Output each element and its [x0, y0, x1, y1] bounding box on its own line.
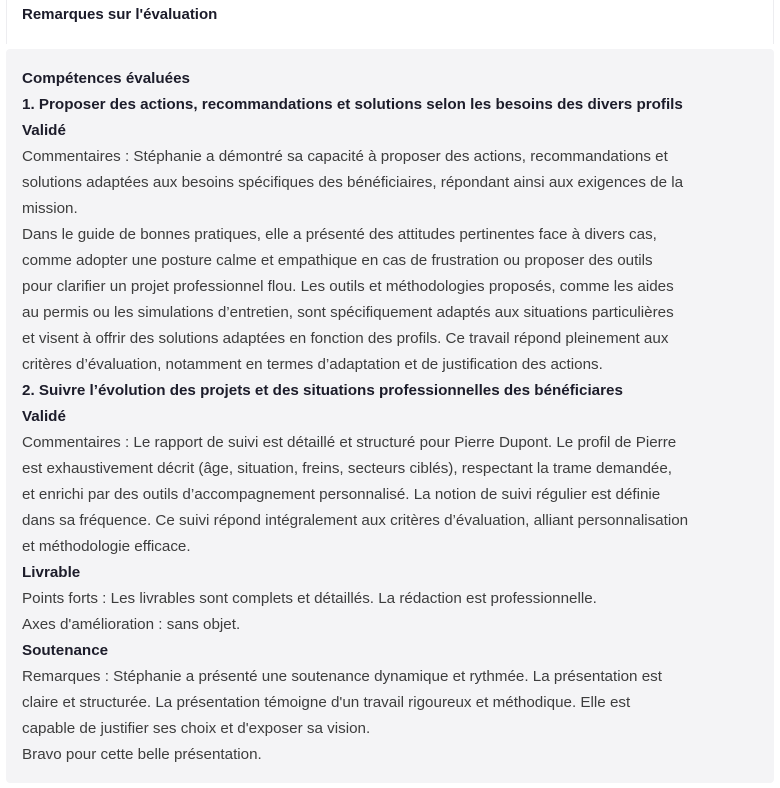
comment-line: mission. [22, 200, 78, 217]
livrable-improvements: Axes d'amélioration : sans objet. [22, 616, 241, 633]
soutenance-remarks [22, 664, 758, 742]
remark-line: Remarques : Stéphanie a présenté une soutenance dynamique et rythmée. La présentation est [22, 668, 662, 685]
comment-line: pour clarifier un projet professionnel flou. Les outils et méthodologies proposés, comme les aides [22, 278, 674, 295]
comment-line: Commentaires : Le rapport de suivi est détaillé et structuré pour Pierre Dupont. Le profil de Pierre [22, 434, 677, 451]
comment-line: critères d’évaluation, notamment en termes d’adaptation et de justification des actions. [22, 356, 603, 373]
competence-1-comments [22, 144, 758, 378]
comment-line: comme adopter une posture calme et empathique en cas de frustration ou proposer des outils [22, 252, 653, 269]
soutenance-closing: Bravo pour cette belle présentation. [22, 746, 262, 763]
evaluation-header-card [6, 0, 774, 44]
competence-2-status: Validé [22, 408, 66, 425]
competence-2-title: 2. Suivre l’évolution des projets et des situations professionnelles des bénéficiares [22, 382, 623, 399]
livrable-heading: Livrable [22, 564, 81, 581]
remark-line: capable de justifier ses choix et d'exposer sa vision. [22, 720, 371, 737]
comment-line: est exhaustivement décrit (âge, situation, freins, secteurs ciblés), respectant la trame demandée, [22, 460, 673, 477]
competences-heading: Compétences évaluées [22, 70, 190, 87]
competence-2-comments [22, 430, 758, 560]
comment-line: au permis ou les simulations d’entretien, sont spécifiquement adaptés aux situations particulières [22, 304, 674, 321]
evaluation-remarks-panel [6, 49, 774, 783]
remark-line: claire et structurée. La présentation témoigne d'un travail rigoureux et méthodique. Elle est [22, 694, 631, 711]
comment-line: et visent à offrir des solutions adaptées en fonction des profils. Ce travail répond pleinement aux [22, 330, 669, 347]
competence-1-status: Validé [22, 122, 66, 139]
comment-line: Dans le guide de bonnes pratiques, elle a présenté des attitudes pertinentes face à divers cas, [22, 226, 657, 243]
livrable-strengths: Points forts : Les livrables sont complets et détaillés. La rédaction est professionnelle. [22, 590, 597, 607]
comment-line: Commentaires : Stéphanie a démontré sa capacité à proposer des actions, recommandations et [22, 148, 668, 165]
comment-line: et méthodologie efficace. [22, 538, 191, 555]
competence-1-title: 1. Proposer des actions, recommandations et solutions selon les besoins des divers profils [22, 96, 683, 113]
comment-line: et enrichi par des outils d’accompagnement personnalisé. La notion de suivi régulier est définie [22, 486, 661, 503]
soutenance-heading: Soutenance [22, 642, 109, 659]
comment-line: solutions adaptées aux besoins spécifiques des bénéficiaires, répondant ainsi aux exigences de la [22, 174, 684, 191]
evaluation-title: Remarques sur l'évaluation [22, 6, 218, 23]
comment-line: dans sa fréquence. Ce suivi répond intégralement aux critères d’évaluation, alliant personnalisation [22, 512, 689, 529]
